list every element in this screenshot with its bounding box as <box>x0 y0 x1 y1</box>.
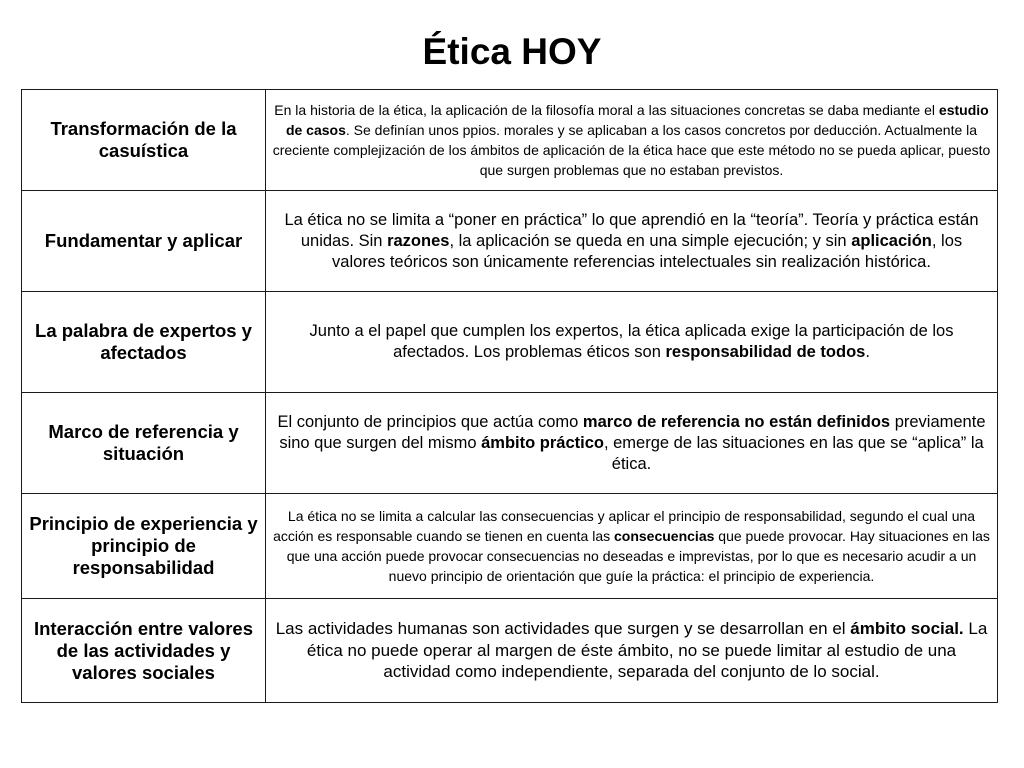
description-text: previamente sino que surgen del mismo <box>279 412 986 452</box>
description-text: En la historia de la ética, la aplicación de la filosofía moral a las situaciones concretas se daba mediante el <box>274 102 939 118</box>
emphasis-text: ámbito social. <box>850 619 964 639</box>
row-label: Fundamentar y aplicar <box>22 191 266 292</box>
description-text: . Se definían unos ppios. morales y se aplicaban a los casos concretos por deducción. Actualmente la creciente complejización de los ámbitos de aplicación de la ética hace que este método no se pueda aplicar, puesto que surgen problemas que no estaban previstos. <box>272 122 991 178</box>
row-description <box>266 599 998 703</box>
row-description <box>266 292 998 393</box>
concepts-table <box>21 89 998 703</box>
table-row <box>22 494 998 599</box>
description-text: La ética no se limita a “poner en práctica” lo que aprendió en la “teoría”. Teoría y práctica están unidas. Sin <box>284 210 979 250</box>
description-text: La ética no puede operar al margen de éste ámbito, no se puede limitar al estudio de una actividad como independiente, separada del conjunto de lo social. <box>306 619 988 682</box>
page-title: Ética HOY <box>422 31 602 72</box>
emphasis-text: ámbito práctico <box>481 433 604 452</box>
row-label: Interacción entre valores de las actividades y valores sociales <box>22 599 266 703</box>
description-text: Las actividades humanas son actividades que surgen y se desarrollan en el <box>275 619 851 639</box>
emphasis-text: responsabilidad de todos <box>665 343 866 361</box>
row-description <box>266 393 998 494</box>
description-text: . <box>865 343 870 361</box>
emphasis-text: consecuencias <box>614 528 715 544</box>
table-row <box>22 599 998 703</box>
row-label: La palabra de expertos y afectados <box>22 292 266 393</box>
description-text: La ética no se limita a calcular las consecuencias y aplicar el principio de responsabilidad, segundo el cual una acción es responsable cuando se tienen en cuenta las <box>273 508 976 544</box>
row-description <box>266 494 998 599</box>
row-label: Principio de experiencia y principio de responsabilidad <box>22 494 266 599</box>
description-text: , la aplicación se queda en una simple ejecución; y sin <box>449 231 852 250</box>
description-text: que puede provocar. Hay situaciones en las que una acción puede provocar consecuencias no deseadas e imprevistas, por lo que es necesario acudir a un nuevo principio de orientación que guíe la práctica: el principio de experiencia. <box>286 528 990 584</box>
emphasis-text: aplicación <box>851 231 932 250</box>
row-label: Transformación de la casuística <box>22 90 266 191</box>
row-description <box>266 191 998 292</box>
row-description <box>266 90 998 191</box>
description-text: , emerge de las situaciones en las que se “aplica” la ética. <box>603 433 984 473</box>
description-text: , los valores teóricos son únicamente referencias intelectuales sin realización histórica. <box>332 231 963 271</box>
emphasis-text: estudio de casos <box>285 102 989 138</box>
description-text: Junto a el papel que cumplen los expertos, la ética aplicada exige la participación de los afectados. Los problemas éticos son <box>309 322 954 361</box>
emphasis-text: razones <box>387 231 450 250</box>
table-row <box>22 393 998 494</box>
emphasis-text: marco de referencia no están definidos <box>582 412 891 431</box>
row-label: Marco de referencia y situación <box>22 393 266 494</box>
table-row <box>22 292 998 393</box>
table-row <box>22 191 998 292</box>
table-row <box>22 90 998 191</box>
description-text: El conjunto de principios que actúa como <box>277 412 583 431</box>
